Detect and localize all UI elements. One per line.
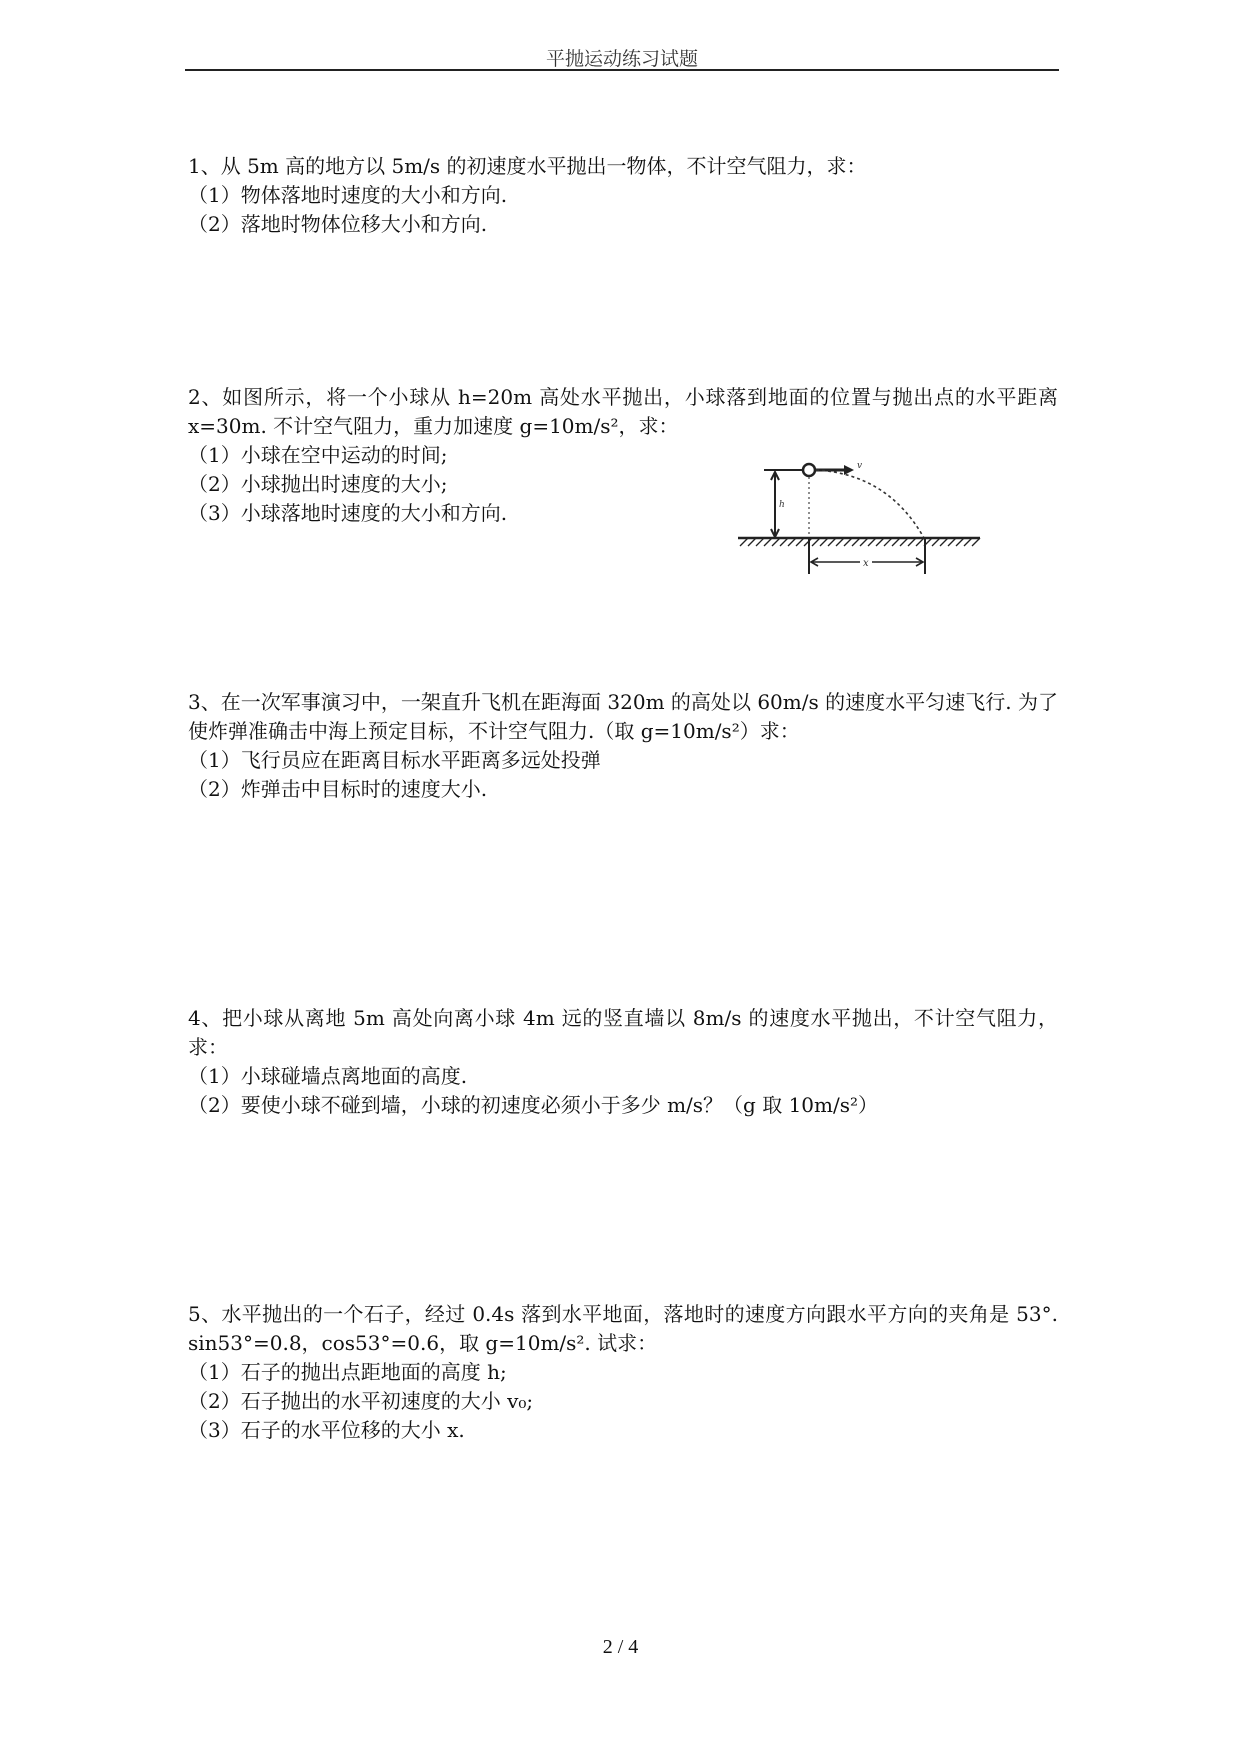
problem-1 <box>188 152 1058 239</box>
projectile-diagram <box>736 452 982 576</box>
problem-1-question: 1、从 5m 高的地方以 5m/s 的初速度水平抛出一物体，不计空气阻力，求： <box>188 154 867 178</box>
problem-3 <box>188 688 1058 804</box>
problem-2-part-3: （3）小球落地时速度的大小和方向. <box>188 501 508 525</box>
ball-icon <box>803 464 815 476</box>
header-divider <box>185 69 1059 71</box>
problem-1-part-2: （2）落地时物体位移大小和方向. <box>188 212 488 236</box>
problem-5 <box>188 1300 1058 1445</box>
problem-2-part-2: （2）小球抛出时速度的大小; <box>188 472 448 496</box>
problem-1-part-1: （1）物体落地时速度的大小和方向. <box>188 183 508 207</box>
height-label: h <box>779 500 785 510</box>
problem-4-question: 4、把小球从离地 5m 高处向离小球 4m 远的竖直墙以 8m/s 的速度水平抛出，不计空气阻力，求： <box>188 1006 1058 1059</box>
distance-label: x <box>863 558 869 569</box>
problem-5-part-2: （2）石子抛出的水平初速度的大小 v₀; <box>188 1389 534 1413</box>
problem-5-part-3: （3）石子的水平位移的大小 x. <box>188 1418 465 1442</box>
problem-2-question: 2、如图所示，将一个小球从 h=20m 高处水平抛出，小球落到地面的位置与抛出点的水平距离 x=30m. 不计空气阻力，重力加速度 g=10m/s²，求： <box>188 385 1058 438</box>
problem-3-part-1: （1）飞行员应在距离目标水平距离多远处投弹 <box>188 748 601 772</box>
page-number: 2 / 4 <box>602 1636 639 1658</box>
problem-2-part-1: （1）小球在空中运动的时间; <box>188 443 448 467</box>
problem-4-part-2: （2）要使小球不碰到墙，小球的初速度必须小于多少 m/s？（g 取 10m/s²） <box>188 1093 878 1117</box>
problem-4 <box>188 1004 1058 1120</box>
velocity-arrow-head <box>844 465 854 475</box>
problem-5-question: 5、水平抛出的一个石子，经过 0.4s 落到水平地面，落地时的速度方向跟水平方向的夹角是 53°. sin53°=0.8，cos53°=0.6，取 g=10m/s². 试求： <box>188 1302 1058 1355</box>
problem-3-question: 3、在一次军事演习中，一架直升飞机在距海面 320m 的高处以 60m/s 的速度水平匀速飞行. 为了使炸弹准确击中海上预定目标，不计空气阻力.（取 g=10m/s²）求： <box>188 690 1058 743</box>
page-header-title: 平抛运动练习试题 <box>545 48 698 70</box>
problem-5-part-1: （1）石子的抛出点距地面的高度 h; <box>188 1360 507 1384</box>
trajectory-curve <box>816 470 924 538</box>
problem-4-part-1: （1）小球碰墙点离地面的高度. <box>188 1064 468 1088</box>
velocity-label: v <box>857 461 863 471</box>
problem-3-part-2: （2）炸弹击中目标时的速度大小. <box>188 777 488 801</box>
